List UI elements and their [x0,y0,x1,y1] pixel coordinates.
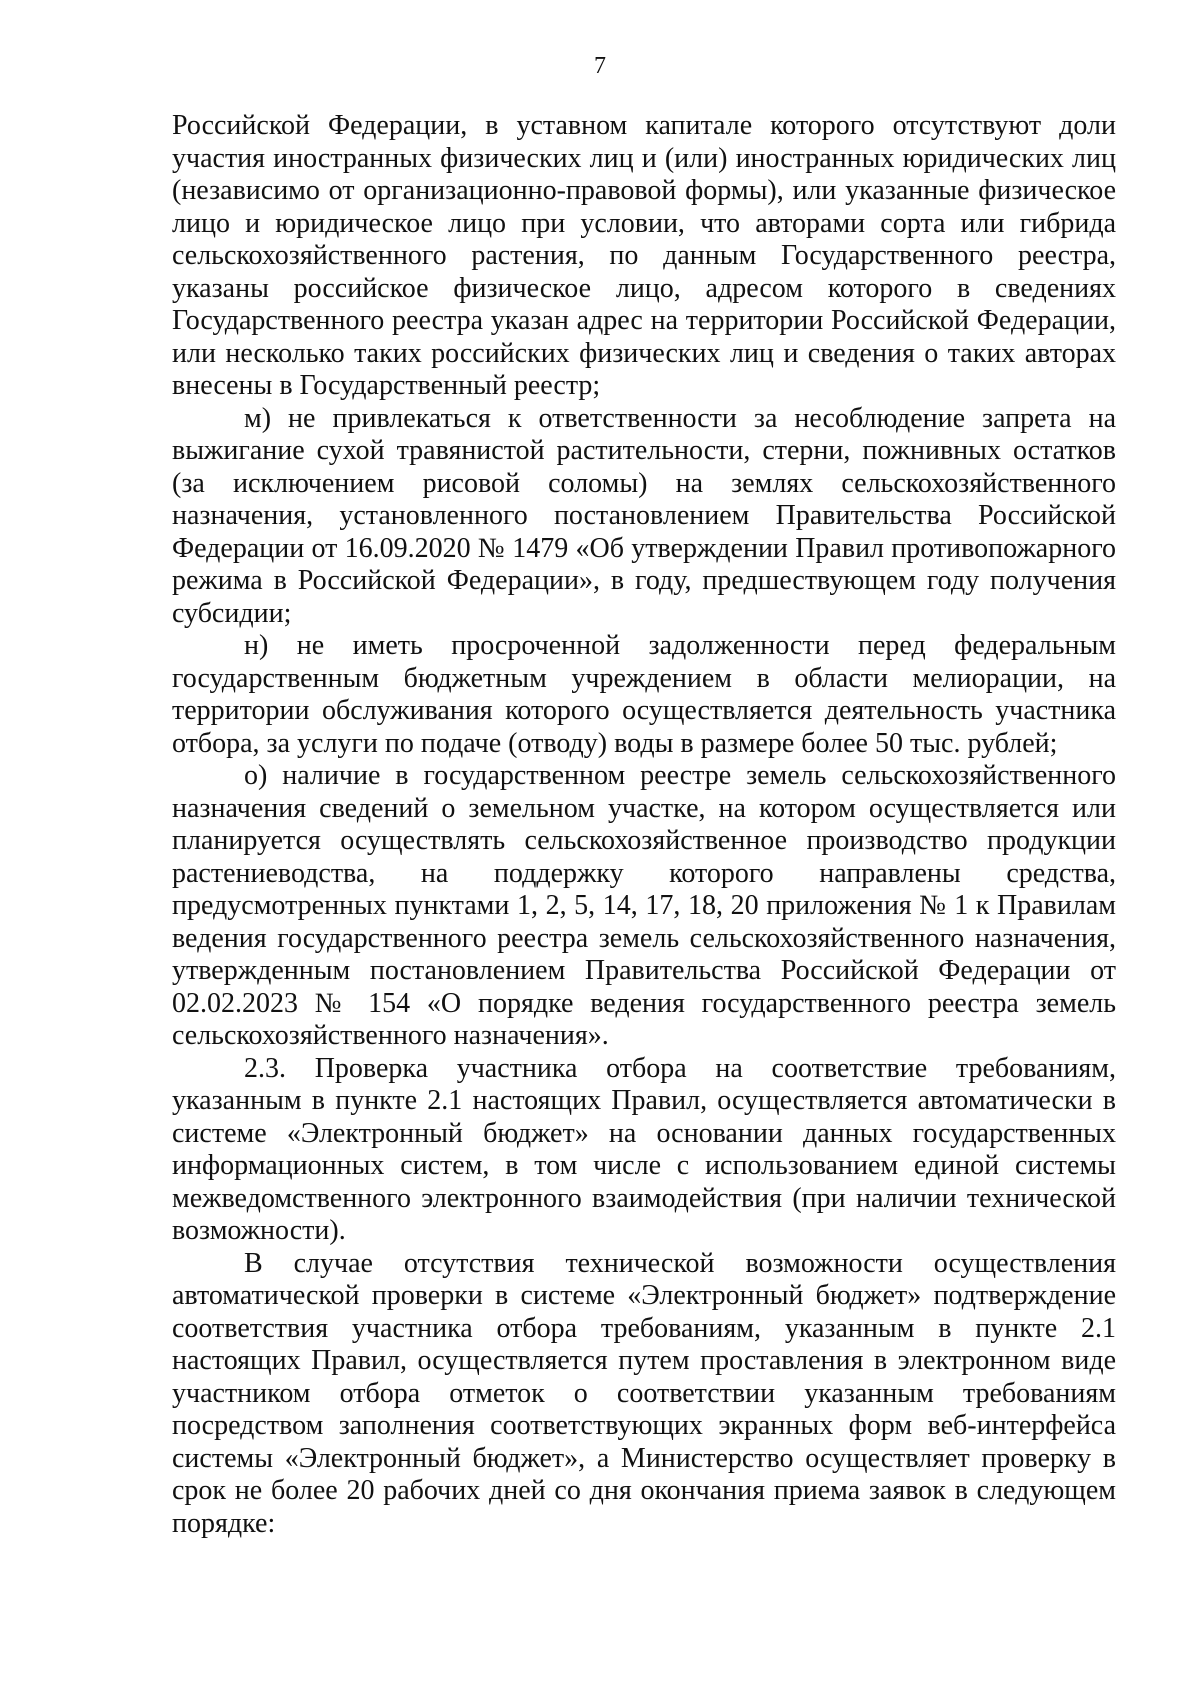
paragraph-no-technical-capability: В случае отсутствия технической возможности осуществления автоматической проверки в системе «Электронный бюджет» подтверждение соответствия участника отбора требованиям, указанным в пункте 2.1 настоящих Правил, осуществляется путем проставления в электронном виде участником отбора отметок о соответствии указанным требованиям посредством заполнения соответствующих экранных форм веб-интерфейса системы «Электронный бюджет», а Министерство осуществляет проверку в срок не более 20 рабочих дней со дня окончания приема заявок в следующем порядке: [172,1247,1116,1539]
document-body [172,110,1116,1540]
paragraph-item-n: н) не иметь просроченной задолженности перед федеральным государственным бюджетным учреждением в области мелиорации, на территории обслуживания которого осуществляется деятельность участника отбора, за услуги по подаче (отводу) воды в размере более 50 тыс. рублей; [172,630,1116,759]
paragraph-item-m: м) не привлекаться к ответственности за несоблюдение запрета на выжигание сухой травянистой растительности, стерни, пожнивных остатков (за исключением рисовой соломы) на землях сельскохозяйственного назначения, установленного постановлением Правительства Российской Федерации от 16.09.2020 № 1479 «Об утверждении Правил противопожарного режима в Российской Федерации», в году, предшествующем году получения субсидии; [172,402,1116,629]
paragraph-item-o: о) наличие в государственном реестре земель сельскохозяйственного назначения сведений о земельном участке, на котором осуществляется или планируется осуществлять сельскохозяйственное производство продукции растениеводства, на поддержку которого направлены средства, предусмотренных пунктами 1, 2, 5, 14, 17, 18, 20 приложения № 1 к Правилам ведения государственного реестра земель сельскохозяйственного назначения, утвержденным постановлением Правительства Российской Федерации от 02.02.2023 № 154 «О порядке ведения государственного реестра земель сельскохозяйственного назначения». [172,760,1116,1051]
paragraph-continuation: Российской Федерации, в уставном капитале которого отсутствуют доли участия иностранных физических лиц и (или) иностранных юридических лиц (независимо от организационно-правовой формы), или указанные физическое лицо и юридическое лицо при условии, что авторами сорта или гибрида сельскохозяйственного растения, по данным Государственного реестра, указаны российское физическое лицо, адресом которого в сведениях Государственного реестра указан адрес на территории Российской Федерации, или несколько таких российских физических лиц и сведения о таких авторах внесены в Государственный реестр; [172,110,1116,401]
page-number: 7 [594,53,606,79]
paragraph-section-2-3: 2.3. Проверка участника отбора на соответствие требованиям, указанным в пункте 2.1 настоящих Правил, осуществляется автоматически в системе «Электронный бюджет» на основании данных государственных информационных систем, в том числе с использованием единой системы межведомственного электронного взаимодействия (при наличии технической возможности). [172,1052,1116,1246]
